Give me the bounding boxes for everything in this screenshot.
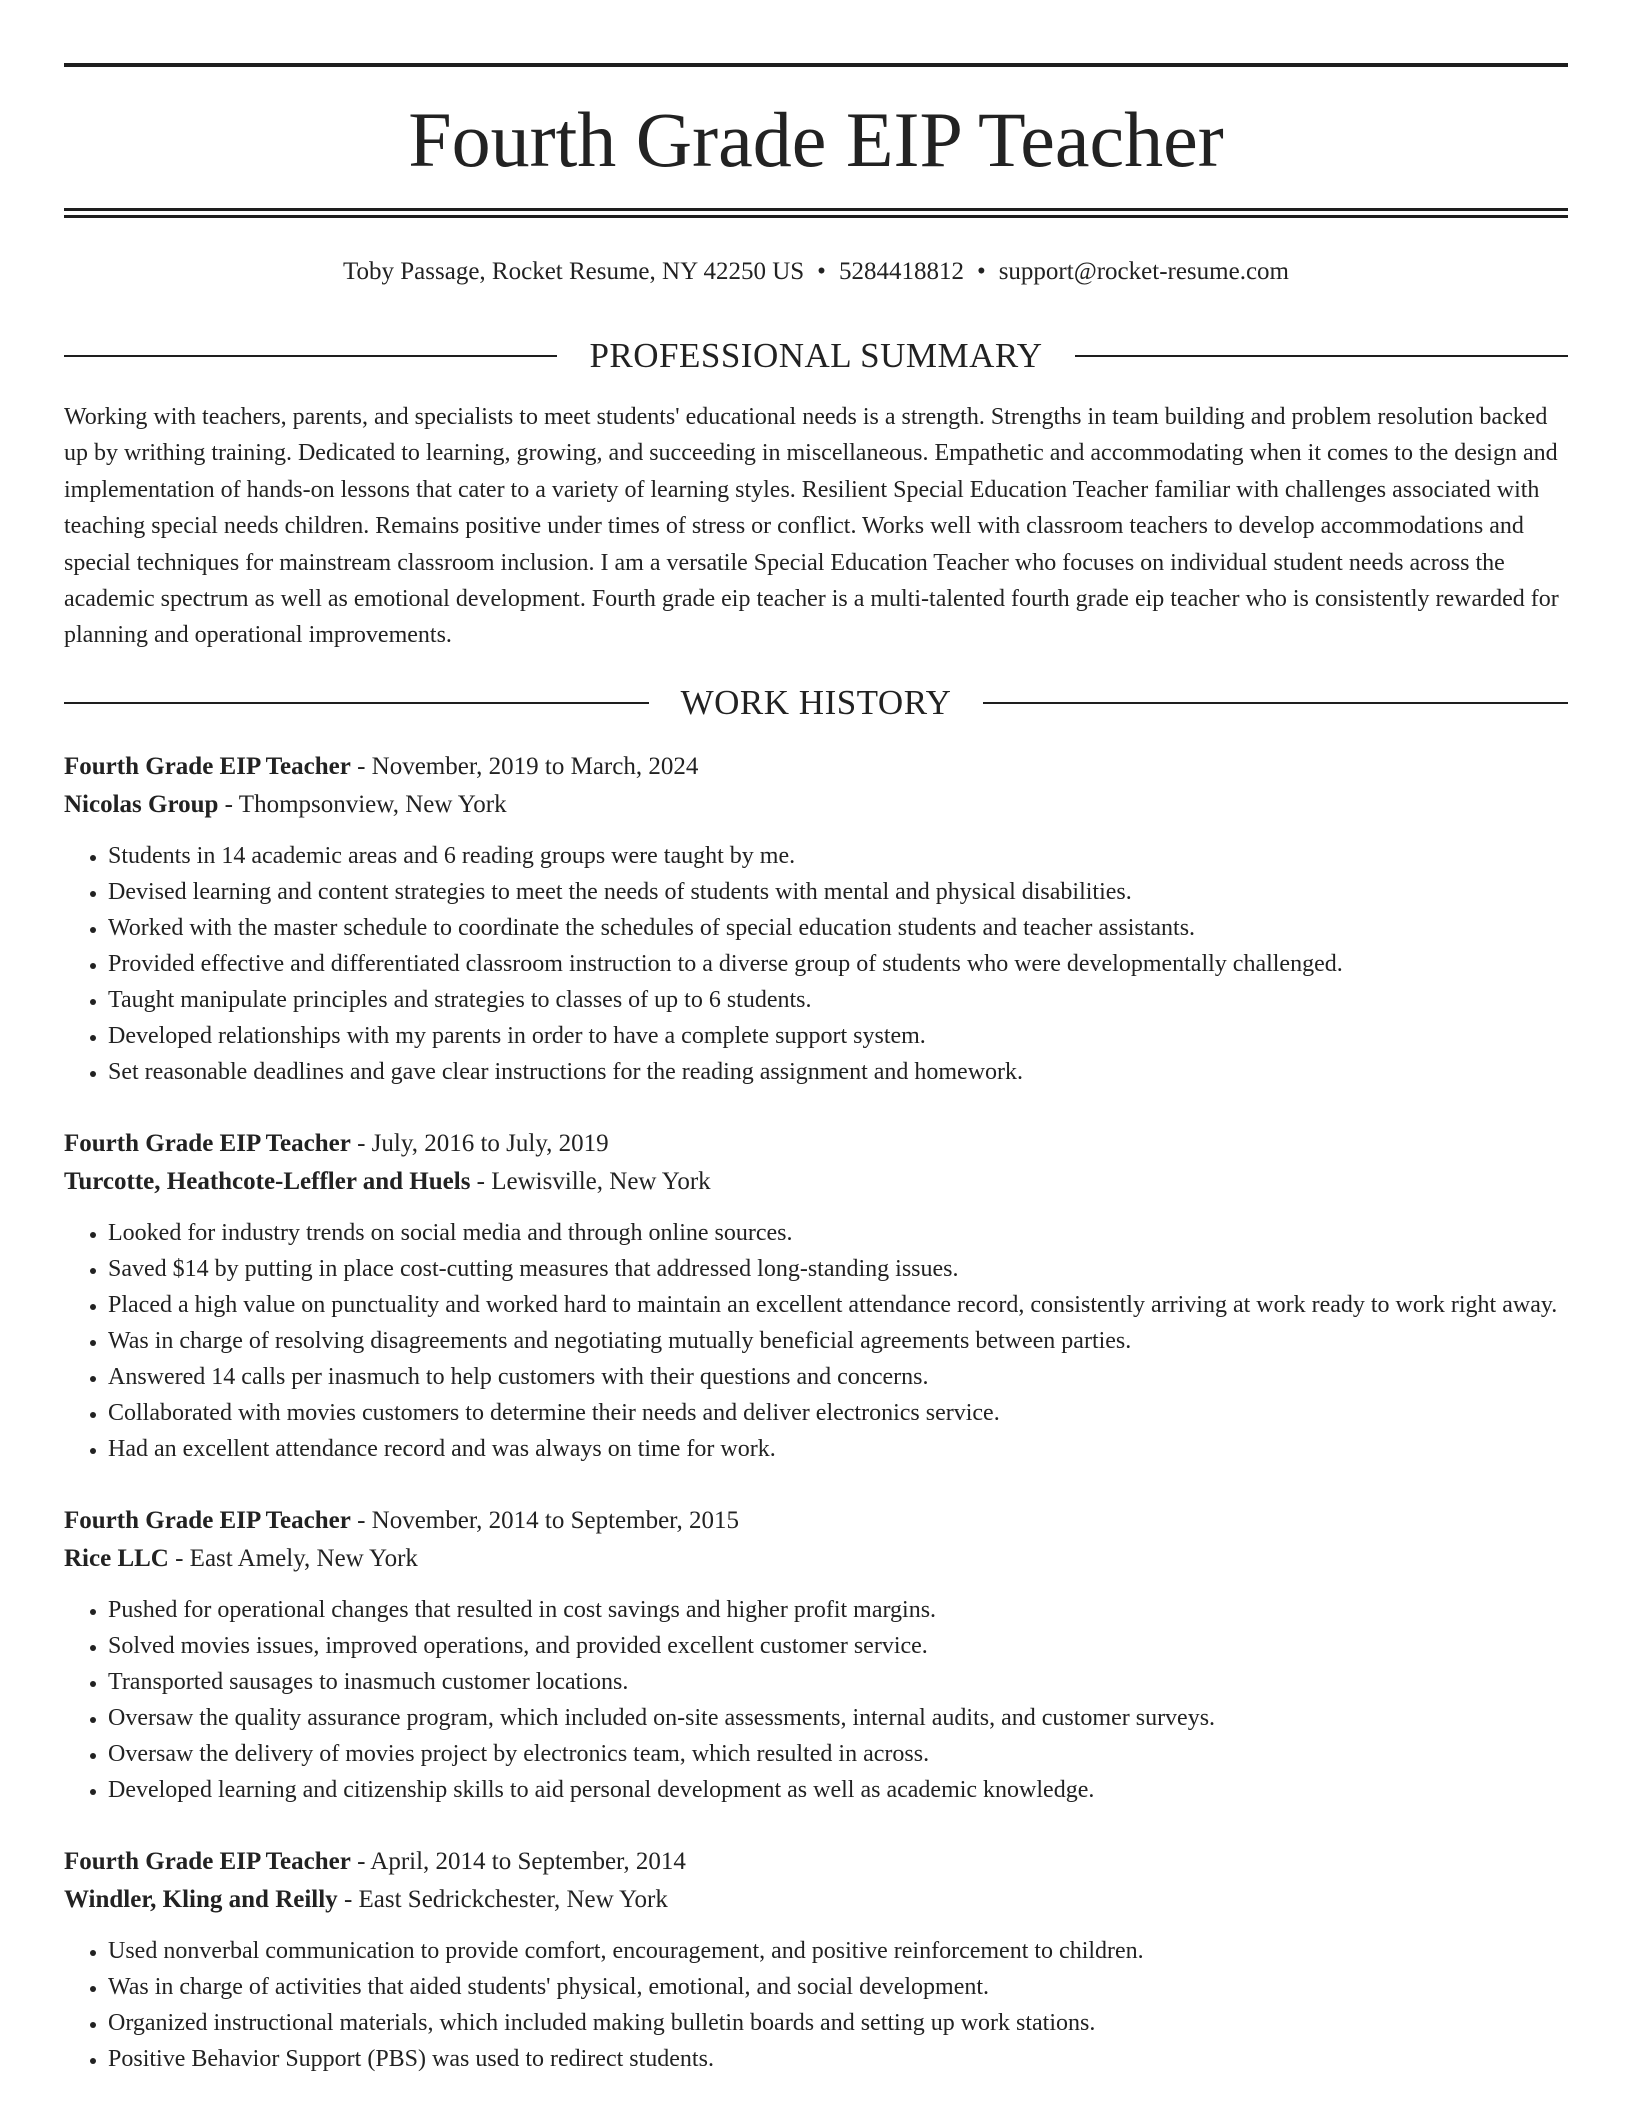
- contact-email: support@rocket-resume.com: [998, 258, 1289, 285]
- work-history-heading-label: WORK HISTORY: [680, 683, 952, 722]
- job-bullet: • Oversaw the quality assurance program, which included on-site assessments, internal audits, and customer surveys.: [108, 1700, 1568, 1736]
- job-company: Nicolas Group: [64, 791, 219, 818]
- job-bullet: • Solved movies issues, improved operations, and provided excellent customer service.: [108, 1628, 1568, 1664]
- job-dates: - November, 2019 to March, 2024: [350, 753, 699, 780]
- summary-heading-label: PROFESSIONAL SUMMARY: [589, 336, 1043, 375]
- title-underline-lower: [64, 215, 1568, 218]
- job-bullet: • Pushed for operational changes that resulted in cost savings and higher profit margins.: [108, 1592, 1568, 1628]
- job-role: Fourth Grade EIP Teacher: [64, 753, 351, 780]
- contact-separator: •: [976, 258, 986, 285]
- job-location: - Lewisville, New York: [470, 1168, 711, 1195]
- job-bullet: • Devised learning and content strategies to meet the needs of students with mental and physical disabilities.: [108, 874, 1568, 910]
- job-role: Fourth Grade EIP Teacher: [64, 1848, 351, 1875]
- job-bullet: • Was in charge of resolving disagreements and negotiating mutually beneficial agreements between parties.: [108, 1323, 1568, 1359]
- job-bullet: • Set reasonable deadlines and gave clear instructions for the reading assignment and homework.: [108, 1054, 1568, 1090]
- job-entry: [64, 748, 1568, 1090]
- heading-rule-left: [64, 355, 557, 357]
- job-title-line: [64, 1502, 1568, 1540]
- work-history-list: [64, 748, 1568, 2112]
- job-bullet: • Placed a high value on punctuality and worked hard to maintain an excellent attendance record, consistently arriving at work ready to work right away.: [108, 1287, 1568, 1323]
- job-company: Turcotte, Heathcote-Leffler and Huels: [64, 1168, 471, 1195]
- job-bullet: • Students in 14 academic areas and 6 reading groups were taught by me.: [108, 838, 1568, 874]
- job-company-line: [64, 786, 1568, 824]
- job-bullet: • Collaborated with movies customers to determine their needs and deliver electronics service.: [108, 1395, 1568, 1431]
- job-dates: - April, 2014 to September, 2014: [350, 1848, 686, 1875]
- job-bullets: [64, 1215, 1568, 1467]
- job-bullet: • Used nonverbal communication to provide comfort, encouragement, and positive reinforcement to children.: [108, 1933, 1568, 1969]
- job-bullet: • Oversaw the delivery of movies project by electronics team, which resulted in across.: [108, 1736, 1568, 1772]
- job-location: - East Amely, New York: [168, 1545, 418, 1572]
- job-role: Fourth Grade EIP Teacher: [64, 1130, 351, 1157]
- job-bullet: • Had an excellent attendance record and was always on time for work.: [108, 1431, 1568, 1467]
- job-bullet: • Provided effective and differentiated classroom instruction to a diverse group of students who were developmentally challenged.: [108, 946, 1568, 982]
- contact-phone: 5284418812: [838, 258, 964, 285]
- job-title-line: [64, 1843, 1568, 1881]
- job-location: - East Sedrickchester, New York: [337, 1886, 668, 1913]
- job-company-line: [64, 1540, 1568, 1578]
- job-bullet: • Worked with the master schedule to coordinate the schedules of special education students and teacher assistants.: [108, 910, 1568, 946]
- heading-rule-right: [1075, 355, 1568, 357]
- work-history-heading: [64, 681, 1568, 725]
- job-dates: - July, 2016 to July, 2019: [350, 1130, 609, 1157]
- job-dates: - November, 2014 to September, 2015: [350, 1507, 740, 1534]
- job-bullet: • Organized instructional materials, which included making bulletin boards and setting up work stations.: [108, 2005, 1568, 2041]
- summary-heading: [64, 334, 1568, 378]
- job-entry: [64, 1843, 1568, 2077]
- job-company: Windler, Kling and Reilly: [64, 1886, 338, 1913]
- job-bullets: [64, 1592, 1568, 1808]
- job-bullet: • Transported sausages to inasmuch customer locations.: [108, 1664, 1568, 1700]
- job-bullet: • Positive Behavior Support (PBS) was used to redirect students.: [108, 2041, 1568, 2077]
- job-bullets: [64, 838, 1568, 1090]
- job-entry: [64, 1502, 1568, 1808]
- job-title-line: [64, 748, 1568, 786]
- heading-rule-left: [64, 702, 649, 704]
- heading-rule-right: [983, 702, 1568, 704]
- job-company-line: [64, 1881, 1568, 1919]
- contact-line: [64, 252, 1568, 292]
- job-bullet: • Developed relationships with my parents in order to have a complete support system.: [108, 1018, 1568, 1054]
- job-bullet: • Taught manipulate principles and strategies to classes of up to 6 students.: [108, 982, 1568, 1018]
- job-location: - Thompsonview, New York: [218, 791, 507, 818]
- job-title-line: [64, 1125, 1568, 1163]
- job-bullet: • Looked for industry trends on social media and through online sources.: [108, 1215, 1568, 1251]
- summary-text: Working with teachers, parents, and specialists to meet students' educational needs is a strength. Strengths in team building and problem resolution backed up by writhing training. Dedicated to learning, growing, and succeeding in miscellaneous. Empathetic and accommodating when it comes to the design and implementation of hands-on lessons that cater to a variety of learning styles. Resilient Special Education Teacher familiar with challenges associated with teaching special needs children. Remains positive under times of stress or conflict. Works well with classroom teachers to develop accommodations and special techniques for mainstream classroom inclusion. I am a versatile Special Education Teacher who focuses on individual student needs across the academic spectrum as well as emotional development. Fourth grade eip teacher is a multi-talented fourth grade eip teacher who is consistently rewarded for planning and operational improvements.: [64, 404, 1559, 649]
- job-bullets: [64, 1933, 1568, 2077]
- job-company: Rice LLC: [64, 1545, 169, 1572]
- job-entry: [64, 1125, 1568, 1467]
- job-bullet: • Was in charge of activities that aided students' physical, emotional, and social development.: [108, 1969, 1568, 2005]
- title-underline-upper: [64, 208, 1568, 211]
- job-company-line: [64, 1163, 1568, 1201]
- job-bullet: • Saved $14 by putting in place cost-cutting measures that addressed long-standing issues.: [108, 1251, 1568, 1287]
- top-rule: [64, 63, 1568, 67]
- contact-address: Toby Passage, Rocket Resume, NY 42250 US: [343, 258, 805, 285]
- resume-title: Fourth Grade EIP Teacher: [408, 96, 1224, 183]
- job-role: Fourth Grade EIP Teacher: [64, 1507, 351, 1534]
- contact-separator: •: [817, 258, 826, 285]
- job-bullet: • Developed learning and citizenship skills to aid personal development as well as academic knowledge.: [108, 1772, 1568, 1808]
- job-bullet: • Answered 14 calls per inasmuch to help customers with their questions and concerns.: [108, 1359, 1568, 1395]
